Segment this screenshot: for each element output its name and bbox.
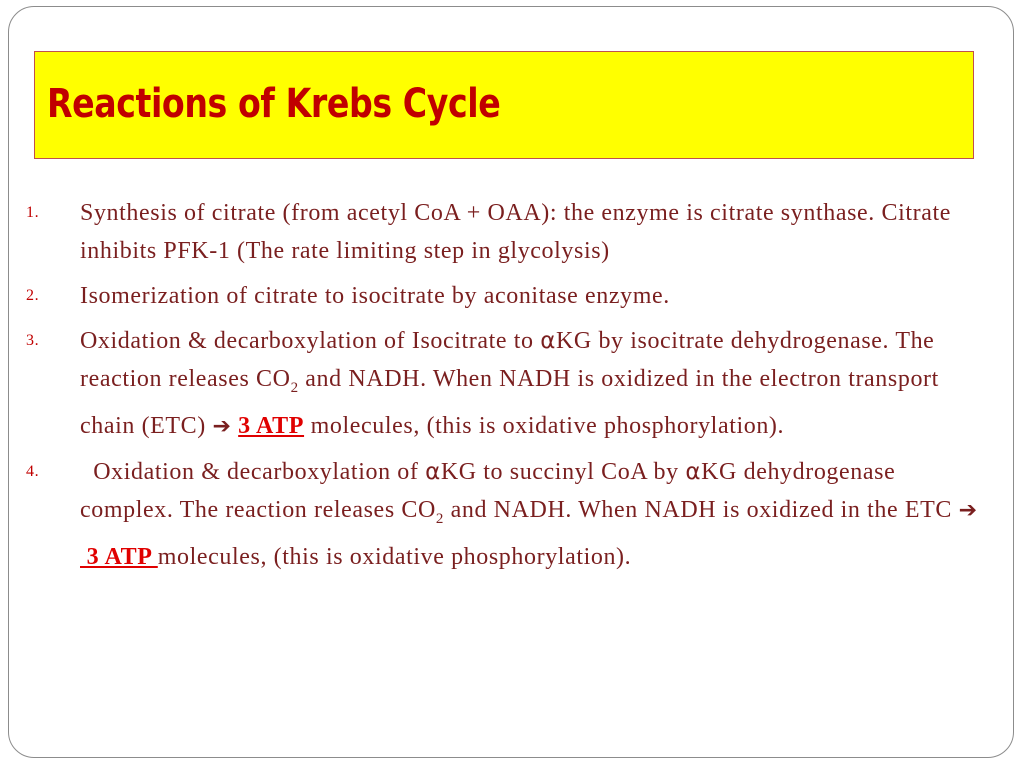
alpha-symbol: α (425, 458, 441, 485)
slide-title: Reactions of Krebs Cycle (47, 81, 501, 127)
item-text: molecules, (this is oxidative phosphorylation). (304, 412, 785, 439)
alpha-symbol: α (685, 458, 702, 485)
item-text: Isomerization of citrate to isocitrate by aconitase enzyme. (80, 283, 670, 309)
alpha-symbol: α (540, 328, 556, 354)
item-text: Synthesis of citrate (from acetyl CoA + OAA): the enzyme is citrate synthase. Citrate inhibits PFK-1 (The rate limiting step in glycolysis) (80, 200, 951, 264)
arrow-icon: ➔ (958, 497, 978, 523)
item-text: KG by isocitrate dehydrogenase. The reaction releases CO (80, 328, 935, 392)
atp-highlight: 3 ATP (80, 543, 158, 570)
list-item (26, 277, 986, 315)
numbered-list (26, 194, 986, 583)
list-item (26, 194, 986, 270)
item-text: KG dehydrogenase complex. The reaction releases CO (80, 458, 896, 523)
subscript: 2 (435, 510, 445, 527)
item-text: KG to succinyl CoA by (440, 458, 686, 485)
item-number: 2. (26, 287, 40, 304)
subscript: 2 (290, 379, 299, 396)
arrow-icon: ➔ (212, 413, 232, 439)
item-text: molecules, (this is oxidative phosphorylation). (157, 543, 632, 570)
item-text: Oxidation & decarboxylation of (80, 458, 426, 485)
title-banner (34, 51, 974, 159)
item-number: 1. (26, 204, 40, 221)
atp-highlight: 3 ATP (238, 412, 305, 439)
item-text: Oxidation & decarboxylation of Isocitrate to (80, 328, 541, 354)
item-text: and NADH. When NADH is oxidized in the electron transport chain (ETC) (80, 366, 939, 439)
list-item (26, 453, 986, 576)
item-number: 3. (26, 332, 40, 349)
list-item (26, 322, 986, 446)
item-number: 4. (26, 462, 40, 480)
item-text: and NADH. When NADH is oxidized in the ETC (444, 496, 959, 523)
